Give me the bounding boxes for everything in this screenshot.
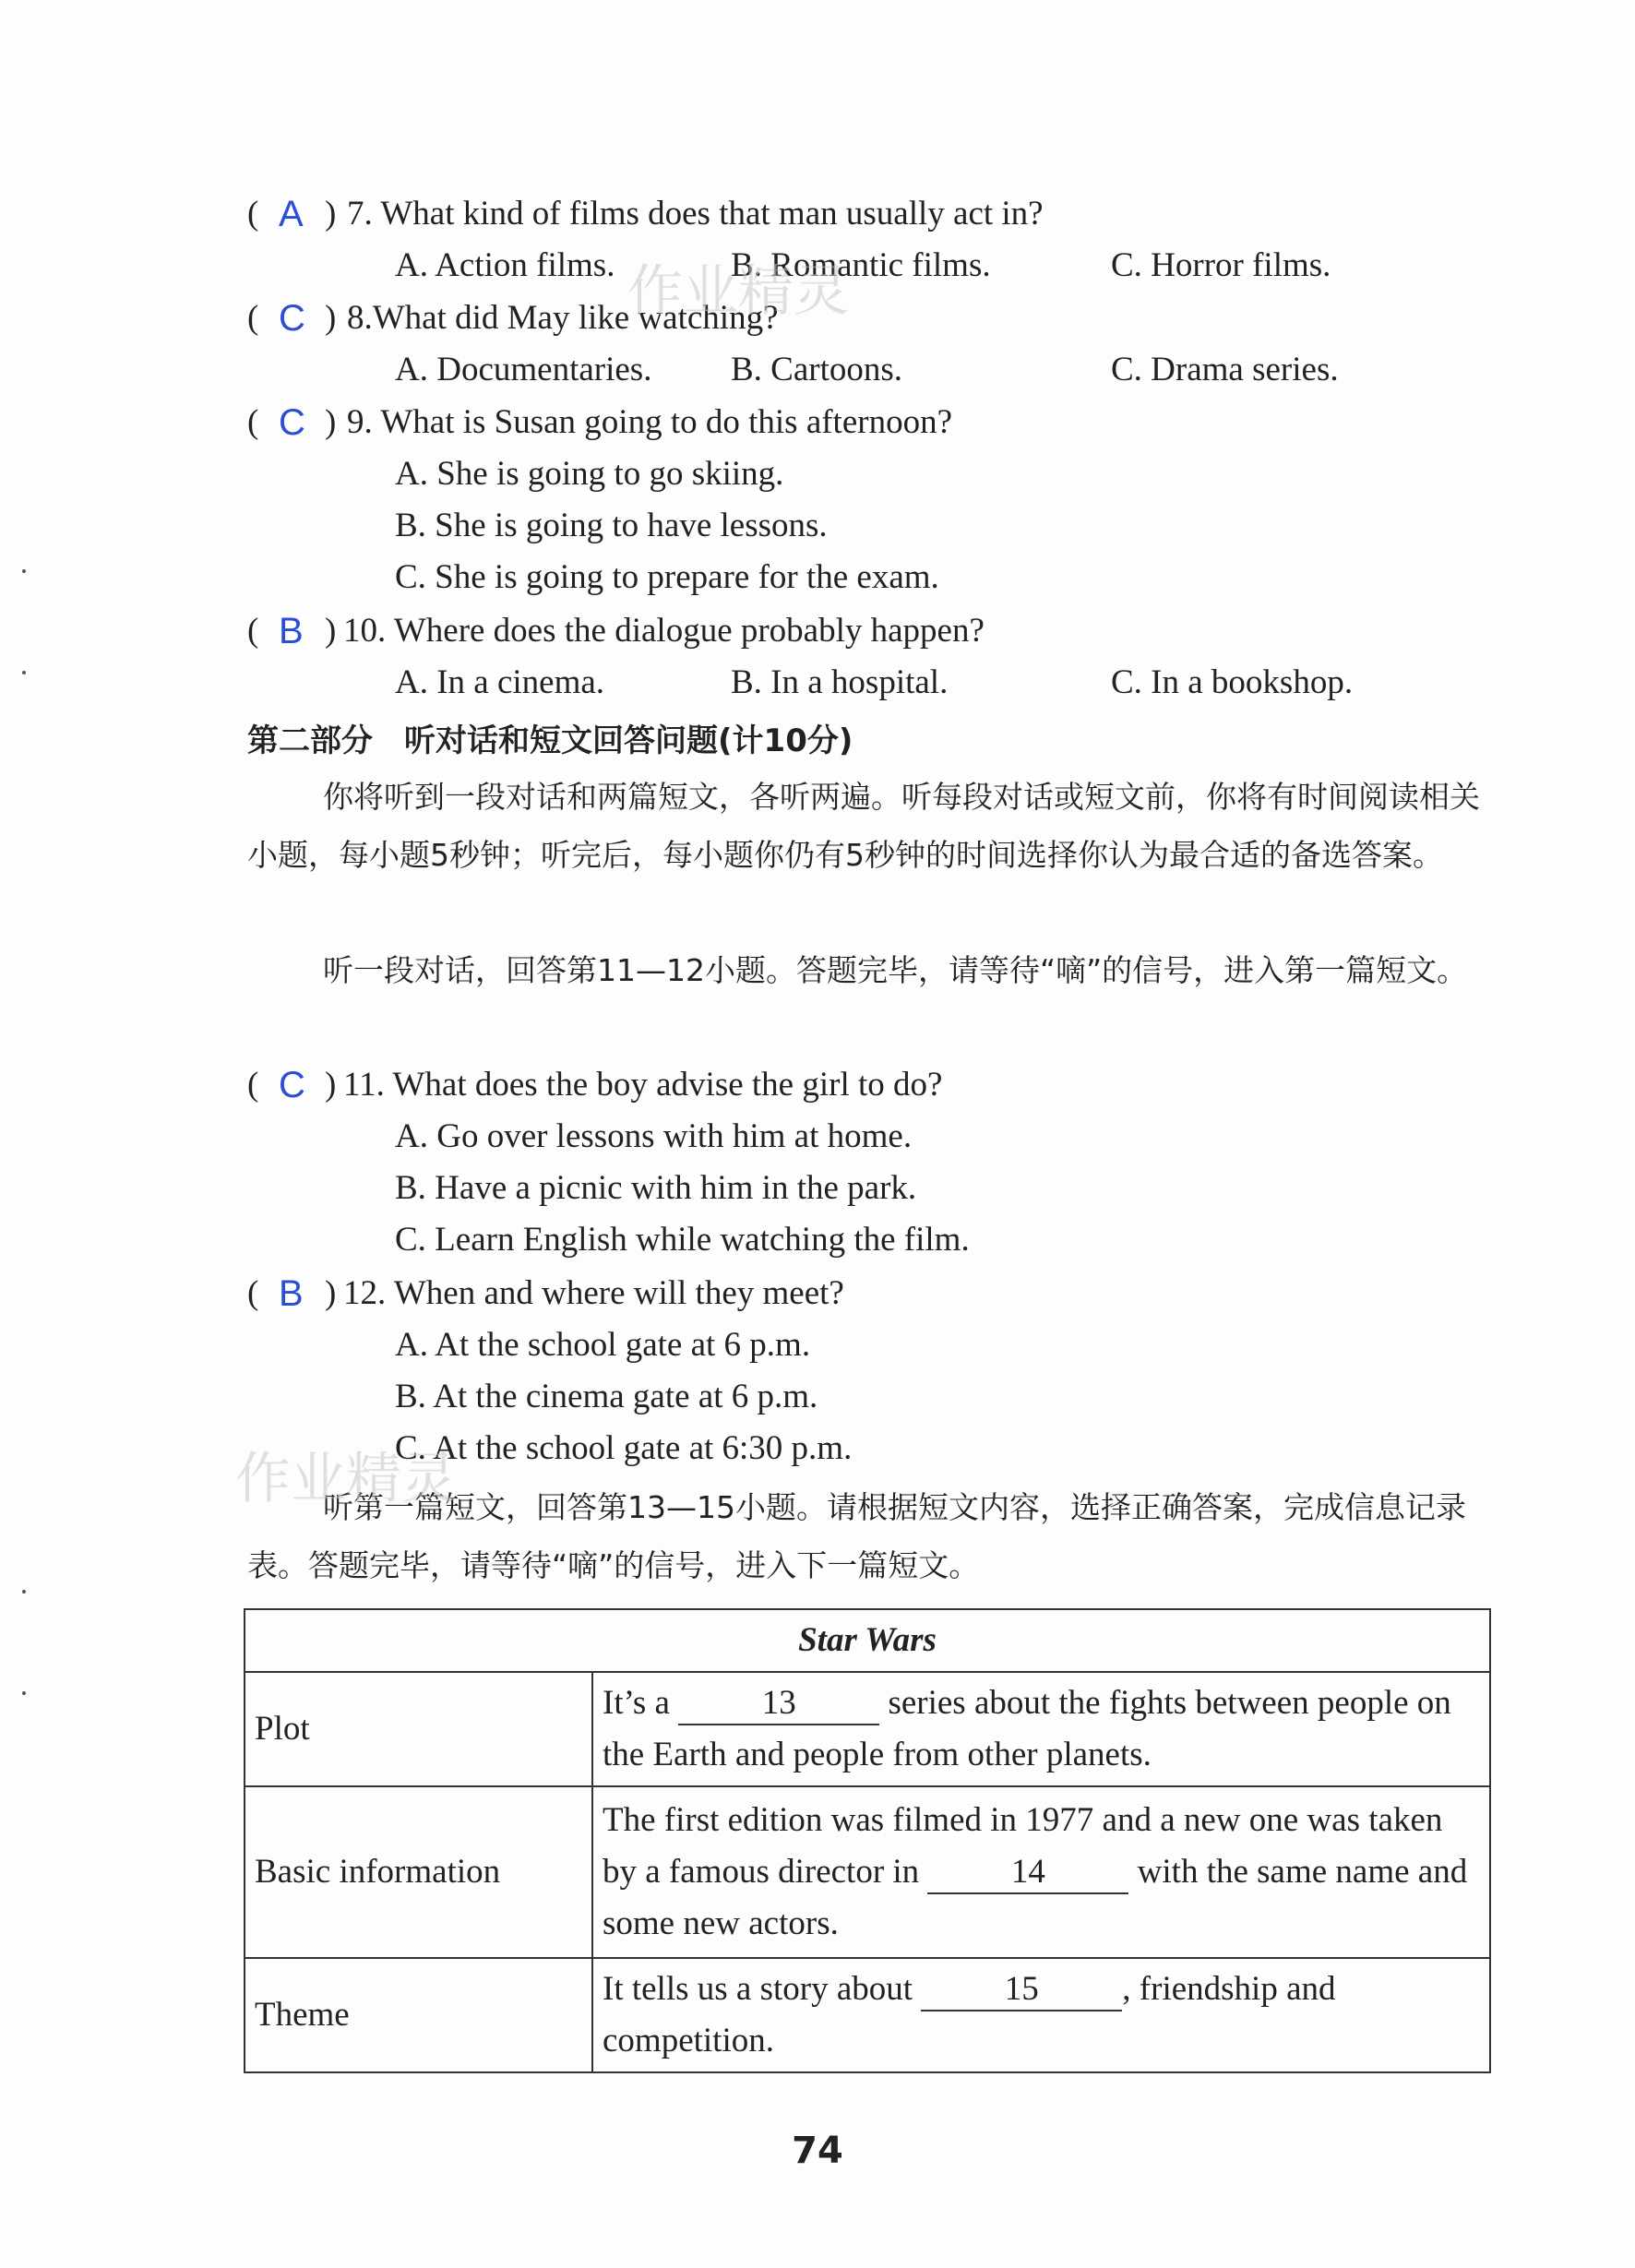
option-c: C. In a bookshop. (1111, 663, 1354, 701)
option-b: B. In a hospital. (731, 663, 949, 701)
question-text: When and where will they meet? (393, 1274, 844, 1312)
question-7 (247, 188, 1044, 240)
watermark-logo: 作业精灵 (235, 1447, 457, 1511)
question-text: What is Susan going to do this afternoon? (380, 403, 953, 441)
answer-paren: ( B ) (247, 1268, 343, 1319)
question-11 (247, 1059, 942, 1111)
option-c: C. At the school gate at 6:30 p.m. (395, 1429, 853, 1467)
option-a: A. Go over lessons with him at home. (395, 1117, 913, 1155)
option-a: A. Documentaries. (395, 351, 652, 388)
answer-mark: B (279, 1273, 304, 1314)
answer-mark: C (279, 402, 305, 443)
option-c: C. Horror films. (1111, 246, 1331, 284)
table-row-plot (245, 1672, 1490, 1786)
margin-speck (22, 1590, 26, 1594)
options-11 (395, 1111, 970, 1266)
section-2-intro: 你将听到一段对话和两篇短文，各听两遍。听每段对话或短文前，你将有时间阅读相关小题，每小题5秒钟；听完后，每小题你仍有5秒钟的时间选择你认为最合适的备选答案。 (247, 779, 1480, 873)
answer-paren: ( C ) (247, 292, 347, 344)
options-12 (395, 1319, 852, 1474)
answer-paren: ( C ) (247, 397, 347, 448)
question-text: What did May like watching? (372, 299, 779, 337)
margin-speck (22, 1691, 26, 1695)
blank-13: 13 (678, 1683, 879, 1725)
row-label: Basic information (245, 1786, 592, 1958)
answer-mark: C (279, 298, 305, 339)
question-10 (247, 605, 985, 657)
question-number: 12. (343, 1274, 387, 1312)
info-record-table (244, 1608, 1491, 2073)
row-label: Plot (245, 1672, 592, 1786)
option-a: A. At the school gate at 6 p.m. (395, 1326, 811, 1364)
row-content: The first edition was filmed in 1977 and a new one was taken by a famous director in 14 with the same name and some new actors. (592, 1786, 1490, 1958)
question-number: 8. (347, 299, 373, 337)
blank-14: 14 (927, 1852, 1128, 1894)
watermark-logo: 作业精灵 (627, 259, 849, 324)
question-number: 10. (343, 612, 387, 650)
row-content: It’s a 13 series about the fights between people on the Earth and people from other planets. (592, 1672, 1490, 1786)
answer-paren: ( B ) (247, 605, 343, 657)
question-text: What does the boy advise the girl to do? (384, 1066, 943, 1104)
answer-mark: B (279, 611, 304, 651)
blank-15: 15 (921, 1969, 1122, 2011)
question-text: Where does the dialogue probably happen? (393, 612, 985, 650)
option-b: B. Romantic films. (731, 246, 991, 284)
option-a: A. Action films. (395, 246, 615, 284)
question-number: 11. (343, 1066, 385, 1104)
table-title: Star Wars (245, 1609, 1490, 1672)
margin-speck (22, 569, 26, 573)
question-9 (247, 397, 952, 448)
answer-mark: C (279, 1065, 305, 1105)
option-b: B. At the cinema gate at 6 p.m. (395, 1378, 818, 1415)
option-b: B. Cartoons. (731, 351, 903, 388)
option-a: A. In a cinema. (395, 663, 605, 701)
row-label: Theme (245, 1958, 592, 2072)
answer-paren: ( C ) (247, 1059, 343, 1111)
question-number: 9. (347, 403, 373, 441)
answer-mark: A (279, 194, 304, 234)
question-number: 7. (347, 195, 373, 233)
row-content: It tells us a story about 15 , friendship and competition. (592, 1958, 1490, 2072)
option-c: C. Drama series. (1111, 351, 1339, 388)
option-a: A. She is going to go skiing. (395, 455, 784, 493)
table-row-basic-information (245, 1786, 1490, 1958)
margin-speck (22, 671, 26, 674)
dialogue-note: 听一段对话，回答第11—12小题。答题完毕，请等待“嘀”的信号，进入第一篇短文。 (323, 952, 1468, 988)
page-number: 74 (792, 2130, 843, 2172)
table-row-theme (245, 1958, 1490, 2072)
option-c: C. She is going to prepare for the exam. (395, 558, 939, 596)
options-9 (395, 448, 939, 603)
option-b: B. Have a picnic with him in the park. (395, 1169, 917, 1207)
question-text: What kind of films does that man usually act in? (380, 195, 1044, 233)
answer-paren: ( A ) (247, 188, 347, 240)
passage-note: 听第一篇短文，回答第13—15小题。请根据短文内容，选择正确答案，完成信息记录表。答题完毕，请等待“嘀”的信号，进入下一篇短文。 (247, 1489, 1466, 1583)
section-2-title: 第二部分 听对话和短文回答问题(计10分) (247, 722, 853, 759)
option-b: B. She is going to have lessons. (395, 507, 828, 544)
question-8 (247, 292, 779, 344)
option-c: C. Learn English while watching the film. (395, 1221, 970, 1259)
question-12 (247, 1268, 844, 1319)
